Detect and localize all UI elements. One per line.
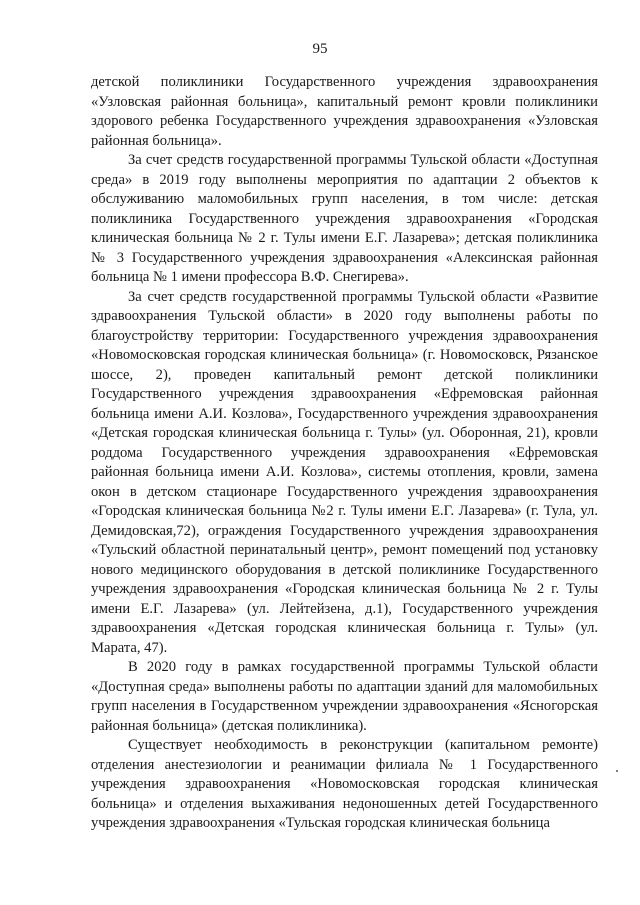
paragraph-accessible-environment-2019: За счет средств государственной программы Тульской области «Доступная среда» в 2019 году выполнены мероприятия по адаптации 2 объектов к обслуживанию маломобильных групп населения, в том числе: детская поликлиника Государственного учреждения здравоохранения «Городская клиническая больница № 2 г. Тулы имени Е.Г. Лазарева»; детская поликлиника № 3 Государственного учреждения здравоохранения «Алексинская районная больница № 1 имени профессора В.Ф. Снегирева». xyxy=(91,152,598,285)
paragraph-accessible-environment-2020: В 2020 году в рамках государственной программы Тульской области «Доступная среда» выполнены работы по адаптации зданий для маломобильных групп населения в Государственном учреждении здравоохранения «Ясногорская районная больница» (детская поликлиника). xyxy=(91,659,598,734)
paragraph-continuation: детской поликлиники Государственного учреждения здравоохранения «Узловская районная больница», капитальный ремонт кровли поликлиники здорового ребенка Государственного учреждения здравоохранения «Узловская районная больница». xyxy=(91,74,598,149)
page-number: 95 xyxy=(312,41,328,57)
paragraph-healthcare-development-2020: За счет средств государственной программы Тульской области «Развитие здравоохранения Тульской области» в 2020 году выполнены работы по благоустройству территории: Государственного учреждения здравоохранения «Новомосковская городская клиническая больница» (г. Новомосковск, Рязанское шоссе, 2), проведен капитальный ремонт детской поликлиники Государственного учреждения здравоохранения «Ефремовская районная больница имени А.И. Козлова», Государственного учреждения здравоохранения «Детская городская клиническая больница г. Тулы» (ул. Оборонная, 21), кровли роддома Государственного учреждения здравоохранения «Ефремовская районная больница имени А.И. Козлова», системы отопления, кровли, замена окон в детском стационаре Государственного учреждения здравоохранения «Городская клиническая больница №2 г. Тулы имени Е.Г. Лазарева» (г. Тула, ул. Демидовская,72), ограждения Государственного учреждения здравоохранения «Тульский областной перинатальный центр», ремонт помещений под установку нового медицинского оборудования в детской поликлинике Государственного учреждения здравоохранения «Городская клиническая больница № 2 г. Тулы имени Е.Г. Лазарева» (ул. Лейтейзена, д.1), Государственного учреждения здравоохранения «Детская городская клиническая больница г. Тулы» (ул. Марата, 47). xyxy=(91,288,598,656)
paragraph-reconstruction-need: Существует необходимость в реконструкции (капитальном ремонте) отделения анестезиологии и реанимации филиала № 1 Государственного учреждения здравоохранения «Новомосковская городская клиническая больница» и отделения выхаживания недоношенных детей Государственного учреждения здравоохранения «Тульская городская клиническая больница xyxy=(91,737,598,831)
document-body xyxy=(91,73,598,834)
scan-speck xyxy=(616,770,618,772)
